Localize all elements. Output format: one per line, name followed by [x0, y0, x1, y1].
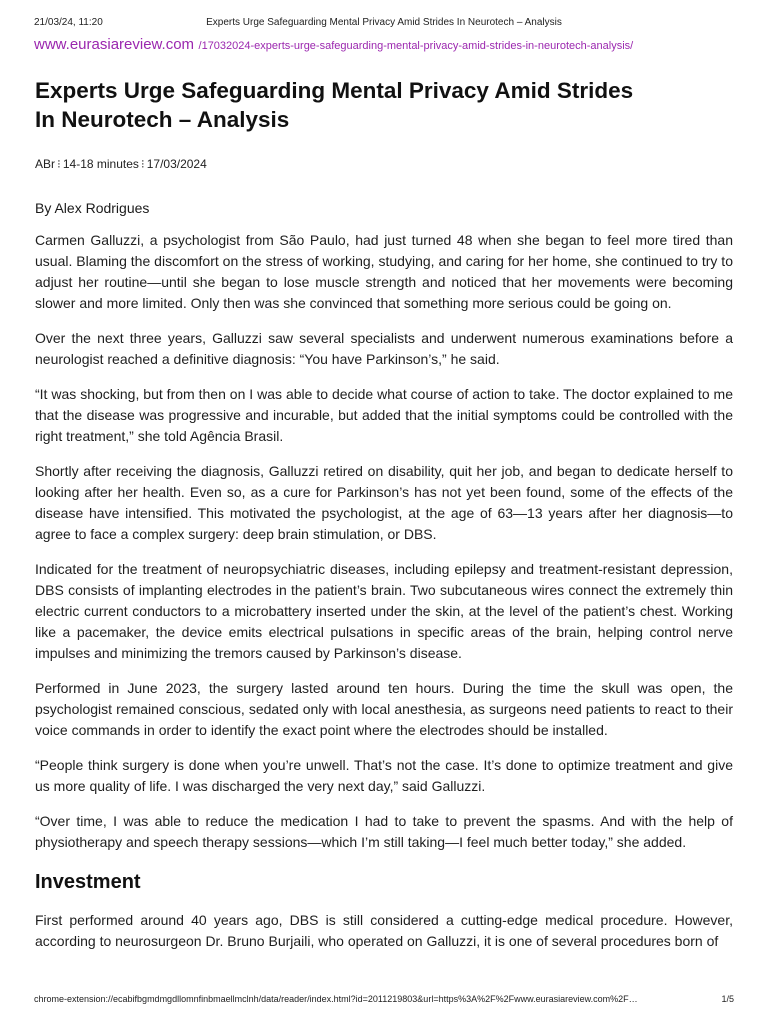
meta-date: 17/03/2024 — [146, 157, 207, 171]
page-number: 1/5 — [721, 994, 734, 1004]
source-path-link[interactable]: /17032024-experts-urge-safeguarding-mental-privacy-amid-strides-in-neurotech-analysis/ — [198, 40, 634, 52]
article-paragraph: Indicated for the treatment of neuropsychiatric diseases, including epilepsy and treatment-resistant depression, DBS consists of implanting electrodes in the patient’s brain. Two subcutaneous wires connect the extremely thin electric current conductors to a microbattery inserted under the skin, at the level of the patient’s chest. Working like a pacemaker, the device emits electrical pulsations in specific areas of the brain, helping control nerve impulses and minimizing the tremors caused by Parkinson’s disease. — [35, 561, 733, 661]
source-url — [34, 36, 748, 54]
print-datetime: 21/03/24, 11:20 — [34, 17, 103, 28]
print-document-title: Experts Urge Safeguarding Mental Privacy Amid Strides In Neurotech – Analysis — [206, 17, 562, 28]
section-heading-investment: Investment — [35, 871, 141, 893]
article-meta — [35, 157, 733, 171]
meta-publisher: ABr — [35, 157, 56, 171]
article-paragraph: First performed around 40 years ago, DBS is still considered a cutting-edge medical procedure. However, according to neurosurgeon Dr. Bruno Burjaili, who operated on Galluzzi, it is one of several procedures born of — [35, 912, 733, 949]
meta-separator: ⁝ — [140, 157, 145, 171]
print-footer-url: chrome-extension://ecabifbgmdmgdllomnfinbmaellmclnh/data/reader/index.html?id=2011219803&url=https%3A%2F%2Fwww.eurasiareview.com%2F… — [34, 994, 638, 1004]
source-domain-link[interactable]: www.eurasiareview.com — [34, 36, 195, 53]
article-title: Experts Urge Safeguarding Mental Privacy Amid Strides In Neurotech – Analysis — [35, 78, 634, 132]
article-paragraph: “People think surgery is done when you’re unwell. That’s not the case. It’s done to optimize treatment and give us more quality of life. I was discharged the very next day,” said Galluzzi. — [35, 757, 733, 794]
meta-separator: ⁝ — [57, 157, 61, 171]
article-paragraph: Performed in June 2023, the surgery lasted around ten hours. During the time the skull was open, the psychologist remained conscious, sedated only with local anesthesia, as surgeons need patients to react to their voice commands in order to identify the exact point where the electrodes should be installed. — [35, 680, 733, 738]
article-paragraph: Over the next three years, Galluzzi saw several specialists and underwent numerous examinations before a neurologist reached a definitive diagnosis: “You have Parkinson’s,” he said. — [35, 330, 733, 367]
article-byline: By Alex Rodrigues — [35, 200, 150, 216]
meta-read-time: 14-18 minutes — [62, 157, 139, 171]
article-paragraph: “It was shocking, but from then on I was able to decide what course of action to take. The doctor explained to me that the disease was progressive and incurable, but added that the initial symptoms could be controlled with the right treatment,” she told Agência Brasil. — [35, 386, 733, 444]
article-paragraph: Carmen Galluzzi, a psychologist from São Paulo, had just turned 48 when she began to feel more tired than usual. Blaming the discomfort on the stress of working, studying, and caring for her home, she continued to try to adjust her routine—until she began to lose muscle strength and noticed that her movements were becoming slower and more limited. Only then was she convinced that something more serious could be going on. — [35, 232, 733, 311]
print-header — [34, 17, 734, 31]
article — [35, 76, 733, 952]
article-paragraph: “Over time, I was able to reduce the medication I had to take to prevent the spasms. And with the help of physiotherapy and speech therapy sessions—which I’m still taking—I feel much better today,” she added. — [35, 813, 733, 850]
article-paragraph: Shortly after receiving the diagnosis, Galluzzi retired on disability, quit her job, and began to dedicate herself to looking after her health. Even so, as a cure for Parkinson’s has not yet been found, some of the effects of the disease have intensified. This motivated the psychologist, at the age of 63—13 years after her diagnosis—to agree to face a complex surgery: deep brain stimulation, or DBS. — [35, 463, 733, 542]
